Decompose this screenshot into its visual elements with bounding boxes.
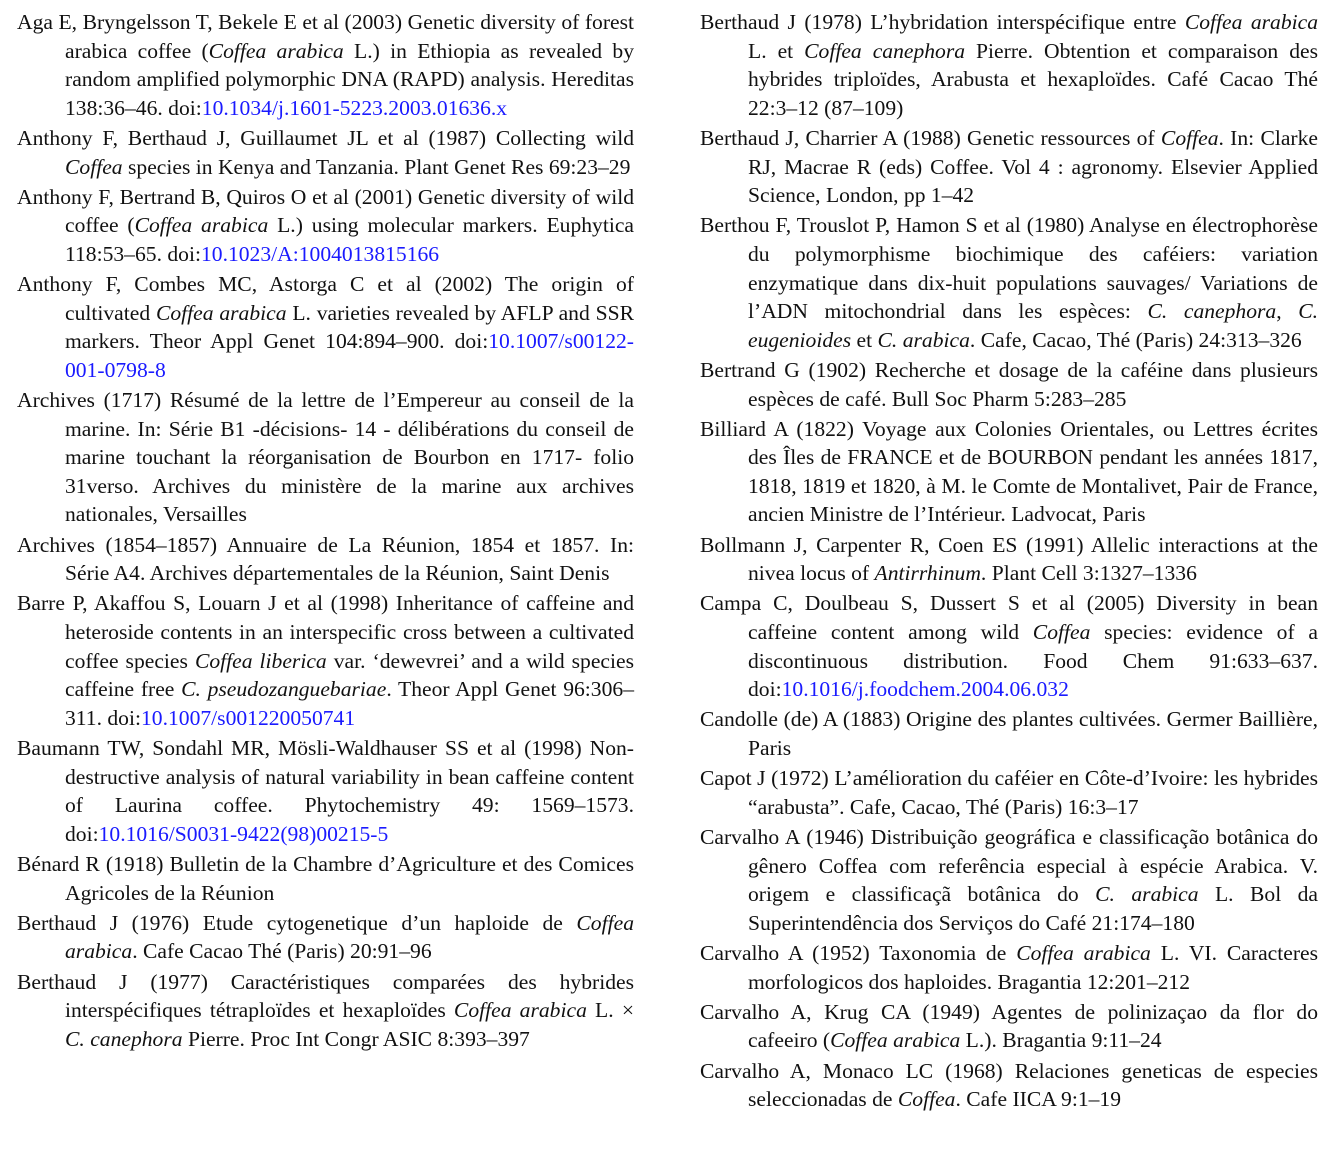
reference-text: L.) in Ethiopia as revealed by random amplified polymorphic DNA (RAPD) analysis. Hereditas 138:36–46. doi:: [65, 38, 634, 120]
species-name: Coffea arabica: [1184, 10, 1318, 34]
species-name: C. eugenioides: [748, 299, 1318, 352]
reference-entry: [700, 124, 1318, 210]
species-name: C. arabica: [877, 327, 970, 352]
reference-entry: [700, 356, 1318, 413]
reference-entry: [700, 998, 1318, 1055]
reference-text: Carvalho A (1946) Distribuição geográfica e classificação botânica do gênero Coffea com referência especial à espécie Arabica. V. origem e classificaçã botânica do: [700, 824, 1318, 907]
reference-entry: [700, 211, 1318, 354]
reference-text: Candolle (de) A (1883) Origine des plantes cultivées. Germer Baillière, Paris: [700, 707, 1318, 760]
reference-text: Anthony F, Berthaud J, Guillaumet JL et al (1987) Collecting wild: [17, 125, 634, 150]
species-name: C. canephora: [1147, 299, 1277, 324]
species-name: Antirrhinum: [874, 561, 981, 586]
species-name: C. pseudozanguebariae: [181, 677, 387, 702]
reference-text: Berthaud J (1977) Caractéristiques comparées des hybrides interspécifiques tétraploïdes et hexaploïdes: [17, 969, 634, 1023]
reference-text: Berthaud J (1978) L’hybridation interspécifique entre: [700, 10, 1185, 34]
reference-text: . Cafe, Cacao, Thé (Paris) 24:313–326: [969, 327, 1302, 352]
reference-entry: [17, 8, 634, 122]
reference-text: L. Bol da Superintendência dos Serviços do Café 21:174–180: [748, 882, 1318, 935]
reference-text: L. et: [748, 38, 805, 63]
reference-text: Carvalho A, Krug CA (1949) Agentes de polinizaçao da flor do cafeeiro (: [700, 999, 1318, 1053]
reference-text: var. ‘dewevrei’ and a wild species caffeine free: [65, 648, 634, 702]
species-name: Coffea arabica: [65, 910, 634, 964]
reference-entry: [700, 8, 1318, 122]
reference-text: species: evidence of a discontinuous distribution. Food Chem 91:633–637. doi:: [748, 620, 1318, 702]
reference-entry: [700, 939, 1318, 996]
doi-link[interactable]: 10.1016/j.foodchem.2004.06.032: [781, 677, 1069, 702]
species-name: Coffea arabica: [208, 38, 344, 63]
species-name: Coffea arabica: [155, 300, 287, 325]
doi-link[interactable]: 10.1023/A:1004013815166: [200, 241, 440, 266]
species-name: Coffea arabica: [453, 998, 587, 1023]
reference-entry: [700, 764, 1318, 821]
species-name: Coffea: [1160, 125, 1219, 150]
reference-entry: [700, 531, 1318, 588]
reference-text: L.). Bragantia 9:11–24: [960, 1028, 1162, 1053]
reference-text: Billiard A (1822) Voyage aux Colonies Orientales, ou Lettres écrites des Îles de FRANCE et de BOURBON pendant les années 1817, 1818, 1819 et 1820, à M. le Comte de Montalivet, Pair de France, ancien Ministre de l’Intérieur. Ladvocat, Paris: [700, 416, 1318, 527]
reference-entry: [17, 124, 634, 181]
doi-link[interactable]: 10.1016/S0031-9422(98)00215-5: [98, 821, 389, 846]
reference-entry: [700, 705, 1318, 762]
reference-text: ,: [1276, 299, 1299, 324]
reference-text: Bollmann J, Carpenter R, Coen ES (1991) Allelic interactions at the nivea locus of: [700, 532, 1318, 586]
reference-text: . Plant Cell 3:1327–1336: [980, 561, 1197, 586]
reference-text: L. varieties revealed by AFLP and SSR markers. Theor Appl Genet 104:894–900. doi:: [65, 300, 634, 354]
reference-text: Berthaud J (1976) Etude cytogenetique d’un haploide de: [17, 910, 577, 935]
reference-entry: [700, 589, 1318, 703]
reference-text: . Cafe Cacao Thé (Paris) 20:91–96: [132, 939, 432, 964]
reference-text: Anthony F, Combes MC, Astorga C et al (2002) The origin of cultivated: [17, 272, 634, 325]
reference-text: . Theor Appl Genet 96:306–311. doi:: [65, 677, 634, 730]
reference-text: L. VI. Caracteres morfologicos dos haploides. Bragantia 12:201–212: [748, 940, 1319, 994]
reference-text: Berthou F, Trouslot P, Hamon S et al (1980) Analyse en électrophorèse du polymorphisme biochimique des caféiers: variation enzymatique dans dix-huit populations sauvages/ Variations de l’ADN mitochondrial dans les espèces:: [700, 213, 1318, 324]
doi-link[interactable]: 10.1007/s00122-001-0798-8: [65, 329, 634, 382]
species-name: Coffea canephora: [804, 38, 966, 63]
reference-text: Pierre. Obtention et comparaison des hybrides triploïdes, Arabusta et hexaploïdes. Café Cacao Thé 22:3–12 (87–109): [748, 38, 1318, 120]
reference-entry: [17, 386, 634, 529]
reference-text: Campa C, Doulbeau S, Dussert S et al (2005) Diversity in bean caffeine content among wild: [700, 591, 1318, 645]
reference-text: L. ×: [586, 998, 635, 1023]
reference-column-right: [700, 8, 1318, 1115]
doi-link[interactable]: 10.1007/s001220050741: [140, 705, 356, 730]
reference-text: . In: Clarke RJ, Macrae R (eds) Coffee. Vol 4 : agronomy. Elsevier Applied Science, London, pp 1–42: [748, 125, 1319, 208]
reference-entry: [17, 270, 634, 384]
reference-text: Anthony F, Bertrand B, Quiros O et al (2001) Genetic diversity of wild coffee (: [17, 184, 634, 238]
species-name: Coffea arabica: [830, 1028, 961, 1053]
reference-entry: [17, 909, 634, 966]
reference-entry: [700, 1057, 1318, 1114]
reference-entry: [17, 850, 634, 907]
reference-text: Carvalho A, Monaco LC (1968) Relaciones geneticas de especies seleccionadas de: [700, 1058, 1318, 1112]
reference-text: Barre P, Akaffou S, Louarn J et al (1998) Inheritance of caffeine and heteroside contents in an interspecific cross between a cultivated coffee species: [17, 591, 634, 673]
species-name: Coffea arabica: [1016, 940, 1151, 965]
reference-text: . Cafe IICA 9:1–19: [955, 1087, 1122, 1112]
species-name: C. canephora: [65, 1026, 183, 1051]
reference-text: L.) using molecular markers. Euphytica 118:53–65. doi:: [65, 213, 635, 266]
reference-entry: [17, 734, 634, 848]
reference-entry: [17, 589, 634, 732]
reference-entry: [700, 415, 1318, 529]
reference-entry: [17, 968, 634, 1054]
reference-text: Archives (1717) Résumé de la lettre de l’Empereur au conseil de la marine. In: Série B1 -décisions- 14 - délibérations du conseil de marine touchant la réorganisation de Bourbon en 1717- folio 31verso. Archives du ministère de la marine aux archives nationales, Versailles: [17, 388, 634, 527]
reference-entry: [17, 531, 634, 588]
reference-text: Berthaud J, Charrier A (1988) Genetic ressources of: [700, 125, 1161, 150]
reference-text: Archives (1854–1857) Annuaire de La Réunion, 1854 et 1857. In: Série A4. Archives départementales de la Réunion, Saint Denis: [17, 532, 634, 586]
species-name: Coffea: [897, 1087, 956, 1112]
reference-column-left: [17, 8, 634, 1055]
reference-text: Pierre. Proc Int Congr ASIC 8:393–397: [182, 1026, 530, 1051]
reference-entry: [700, 823, 1318, 937]
species-name: Coffea: [1032, 620, 1091, 645]
reference-text: Carvalho A (1952) Taxonomia de: [700, 940, 1017, 965]
species-name: Coffea liberica: [194, 648, 327, 673]
species-name: Coffea arabica: [134, 213, 269, 238]
species-name: C. arabica: [1095, 882, 1199, 907]
species-name: Coffea: [65, 154, 123, 179]
reference-text: Baumann TW, Sondahl MR, Mösli-Waldhauser SS et al (1998) Non-destructive analysis of natural variability in bean caffeine content of Laurina coffee. Phytochemistry 49: 1569–1573. doi:: [17, 736, 634, 846]
reference-text: Capot J (1972) L’amélioration du caféier en Côte-d’Ivoire: les hybrides “arabusta”. Cafe, Cacao, Thé (Paris) 16:3–17: [700, 766, 1318, 819]
reference-entry: [17, 183, 634, 269]
reference-text: et: [851, 327, 878, 352]
doi-link[interactable]: 10.1034/j.1601-5223.2003.01636.x: [201, 95, 508, 120]
reference-text: Bénard R (1918) Bulletin de la Chambre d’Agriculture et des Comices Agricoles de la Réunion: [17, 851, 634, 905]
reference-text: Bertrand G (1902) Recherche et dosage de la caféine dans plusieurs espèces de café. Bull Soc Pharm 5:283–285: [700, 357, 1318, 411]
reference-text: Aga E, Bryngelsson T, Bekele E et al (2003) Genetic diversity of forest arabica coffee (: [17, 10, 634, 63]
reference-text: species in Kenya and Tanzania. Plant Genet Res 69:23–29: [122, 154, 631, 179]
